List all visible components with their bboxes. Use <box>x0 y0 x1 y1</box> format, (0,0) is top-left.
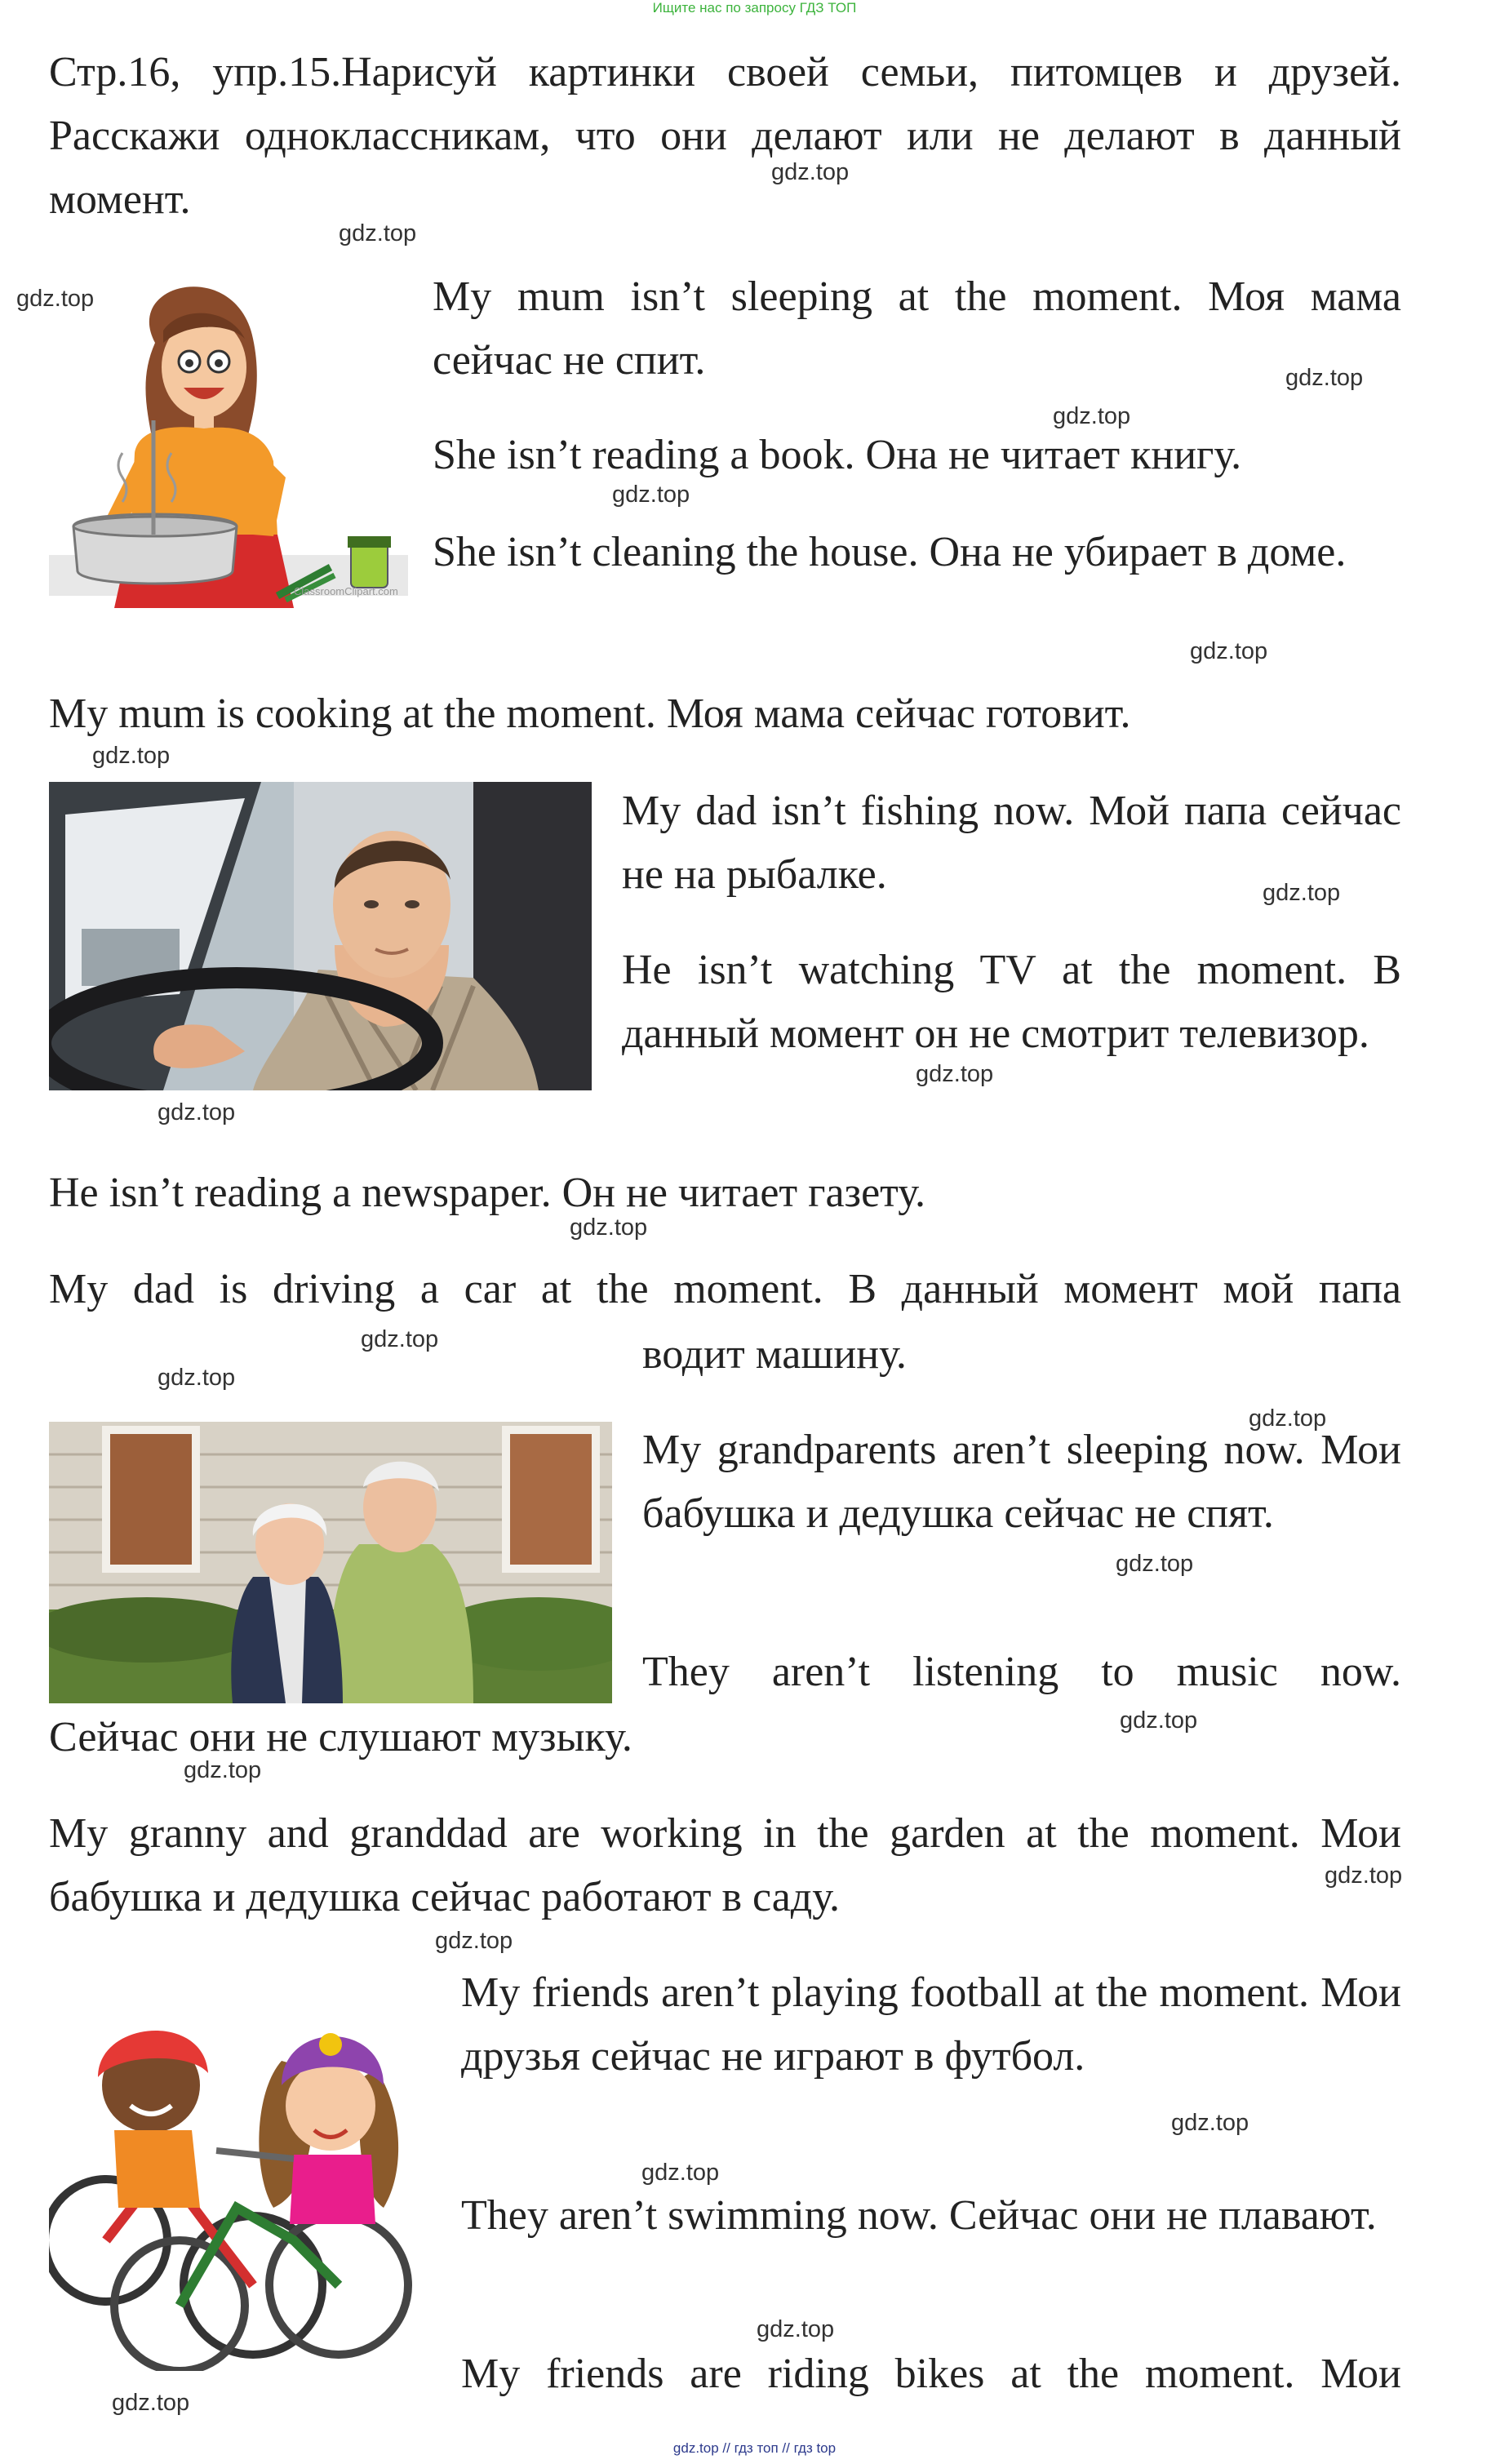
mum-sentence-4: My mum is cooking at the moment. Моя мама сейчас готовит. <box>49 690 1131 737</box>
watermark: gdz.top <box>184 1757 262 1783</box>
watermark: gdz.top <box>1171 2110 1249 2136</box>
mum-sentence-1: My mum isn’t sleeping at the moment. Моя мама сейчас не спит. <box>433 273 1401 384</box>
watermark: gdz.top <box>158 1365 236 1391</box>
watermark: gdz.top <box>771 159 850 185</box>
watermark: gdz.top <box>435 1928 513 1954</box>
watermark: gdz.top <box>641 2160 720 2186</box>
watermark: gdz.top <box>1053 403 1131 429</box>
task-text: Стр.16, упр.15.Нарисуй картинки своей семьи, питомцев и друзей. Расскажи одноклассникам, что они делают или не делают в данный момент. <box>49 49 1401 223</box>
mum-sentence-3: She isn’t cleaning the house. Она не убирает в доме. <box>433 529 1347 575</box>
grandparents-sentence-2-end: Сейчас они не слушают музыку. <box>49 1714 632 1760</box>
watermark: gdz.top <box>916 1061 994 1087</box>
dad-sentence-3: He isn’t reading a newspaper. Он не читает газету. <box>49 1170 925 1216</box>
dad-driving-photo <box>49 782 592 1090</box>
mum-cooking-illustration <box>49 265 408 618</box>
watermark: gdz.top <box>1285 365 1364 391</box>
dad-sentence-4-end: водит машину. <box>642 1331 907 1378</box>
watermark: gdz.top <box>757 2316 835 2342</box>
grandparents-photo <box>49 1422 612 1703</box>
grandparents-sentence-3: My granny and granddad are working in the garden at the moment. Мои бабушка и дедушка сейчас работают в саду. <box>49 1810 1401 1920</box>
watermark: gdz.top <box>1116 1551 1194 1577</box>
watermark: gdz.top <box>92 743 171 769</box>
friends-riding-bikes-illustration <box>49 1963 433 2371</box>
watermark: gdz.top <box>158 1099 236 1125</box>
watermark: gdz.top <box>112 2390 190 2416</box>
dad-sentence-4: My dad is driving a car at the moment. В данный момент мой папа <box>49 1266 1401 1312</box>
watermark: gdz.top <box>361 1326 439 1352</box>
watermark: gdz.top <box>16 286 95 312</box>
friends-sentence-1: My friends aren’t playing football at the moment. Мои друзья сейчас не играют в футбол. <box>461 1969 1401 2080</box>
dad-sentence-1: My dad isn’t fishing now. Мой папа сейчас не на рыбалке. <box>622 788 1401 898</box>
friends-sentence-3: My friends are riding bikes at the moment. Мои <box>461 2351 1401 2397</box>
watermark: gdz.top <box>339 220 417 246</box>
mum-sentence-2: She isn’t reading a book. Она не читает книгу. <box>433 432 1242 478</box>
grandparents-sentence-2: They aren’t listening to music now. <box>642 1649 1401 1695</box>
grandparents-sentence-1: My grandparents aren’t sleeping now. Мои бабушка и дедушка сейчас не спят. <box>642 1427 1401 1537</box>
watermark: gdz.top <box>1263 880 1341 906</box>
watermark: gdz.top <box>1249 1405 1327 1432</box>
header-link[interactable]: Ищите нас по запросу ГДЗ ТОП <box>652 0 857 16</box>
watermark: gdz.top <box>1190 638 1268 664</box>
watermark: gdz.top <box>1325 1862 1403 1889</box>
footer-link[interactable]: gdz.top // гдз топ // гдз top <box>672 2440 837 2456</box>
watermark: gdz.top <box>570 1214 648 1241</box>
clipart-credit: ClassroomClipart.com <box>294 585 398 597</box>
dad-sentence-2: He isn’t watching TV at the moment. В данный момент он не смотрит телевизор. <box>622 947 1401 1057</box>
watermark: gdz.top <box>612 482 690 508</box>
friends-sentence-2: They aren’t swimming now. Сейчас они не плавают. <box>461 2192 1377 2239</box>
watermark: gdz.top <box>1120 1707 1198 1734</box>
